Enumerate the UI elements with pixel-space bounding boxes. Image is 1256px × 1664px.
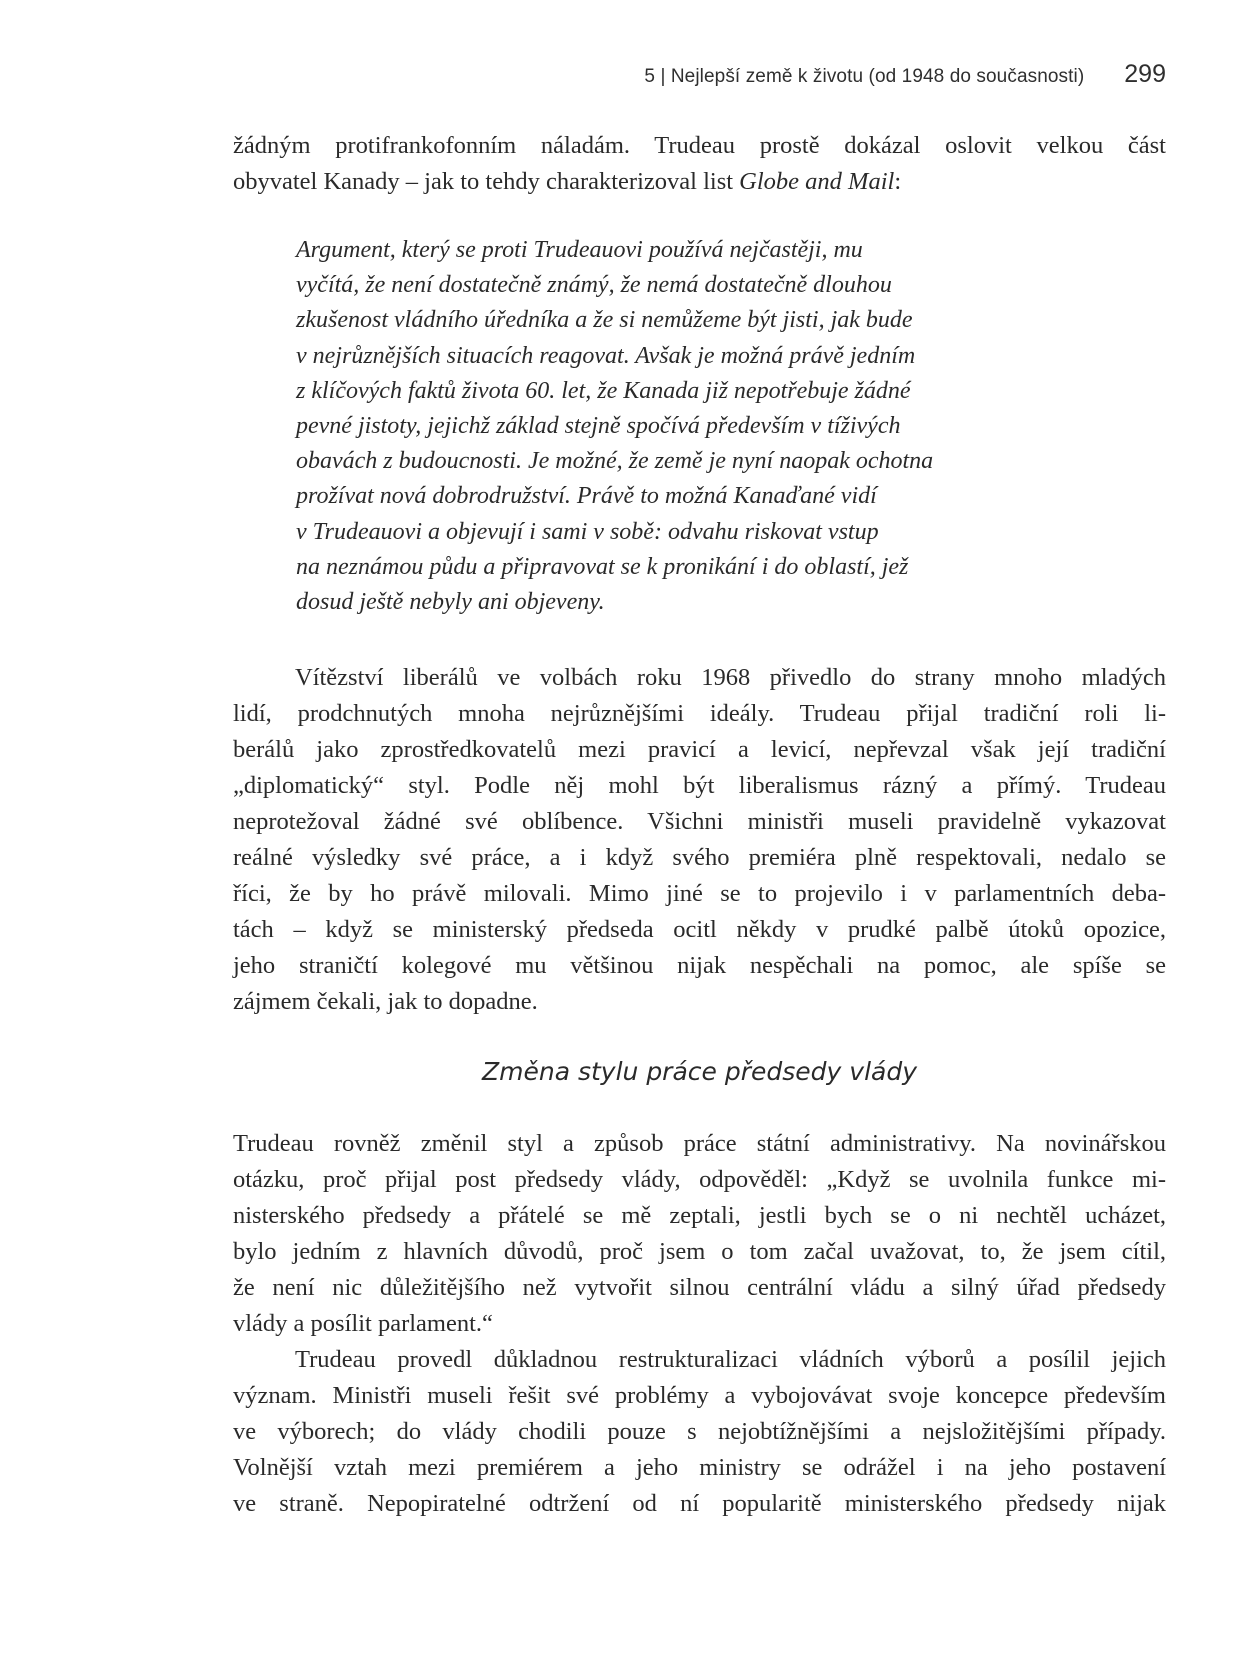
text-line: Volnější vztah mezi premiérem a jeho ministry se odrážel i na jeho postavení <box>233 1454 1166 1481</box>
quote-line: vyčítá, že není dostatečně známý, že nemá dostatečně dlouhou <box>296 272 892 299</box>
text-fragment: obyvatel Kanady – jak to tehdy charakterizoval list <box>233 168 740 195</box>
text-line: nisterského předsedy a přátelé se mě zeptali, jestli bych se o ni nechtěl ucházet, <box>233 1202 1166 1229</box>
section-heading: Změna stylu práce předsedy vlády <box>481 1057 917 1086</box>
text-line: tách – když se ministerský předseda ocitl někdy v prudké palbě útoků opozice, <box>233 916 1166 943</box>
quote-line: dosud ještě nebyly ani objeveny. <box>296 589 605 616</box>
text-line: Trudeau provedl důkladnou restrukturalizaci vládních výborů a posílil jejich <box>295 1346 1166 1373</box>
text-line: neprotežoval žádné své oblíbence. Všichni ministři museli pravidelně vykazovat <box>233 808 1166 835</box>
text-line <box>233 164 1166 200</box>
text-fragment: : <box>894 168 902 195</box>
source-title: Globe and Mail <box>739 168 895 195</box>
text-line: „diplomatický“ styl. Podle něj mohl být liberalismus rázný a přímý. Trudeau <box>233 772 1166 799</box>
text-line: berálů jako zprostředkovatelů mezi pravicí a levicí, nepřevzal však její tradiční <box>233 736 1166 763</box>
text-line: otázku, proč přijal post předsedy vlády, odpověděl: „Když se uvolnila funkce mi- <box>233 1166 1166 1193</box>
quote-line: prožívat nová dobrodružství. Právě to možná Kanaďané vidí <box>296 483 877 510</box>
quote-line: z klíčových faktů života 60. let, že Kanada již nepotřebuje žádné <box>296 377 911 404</box>
text-line: lidí, prodchnutých mnoha nejrůznějšími ideály. Trudeau přijal tradiční roli li- <box>233 700 1166 727</box>
running-header <box>644 60 1166 89</box>
text-line: bylo jedním z hlavních důvodů, proč jsem o tom začal uvažovat, to, že jsem cítil, <box>233 1238 1166 1265</box>
text-line: vlády a posílit parlament.“ <box>233 1310 493 1337</box>
quote-line: obavách z budoucnosti. Je možné, že země je nyní naopak ochotna <box>296 448 934 475</box>
quote-line: Argument, který se proti Trudeauovi používá nejčastěji, mu <box>296 237 863 263</box>
block-quote <box>296 233 1056 620</box>
text-line: Trudeau rovněž změnil styl a způsob práce státní administrativy. Na novinářskou <box>233 1130 1166 1157</box>
quote-line: v nejrůznějších situacích reagovat. Avšak je možná právě jedním <box>296 342 916 369</box>
paragraph-restructure <box>233 1342 1166 1522</box>
text-line: Vítězství liberálů ve volbách roku 1968 přivedlo do strany mnoho mladých <box>295 664 1166 691</box>
intro-paragraph <box>233 128 1166 200</box>
page-number: 299 <box>1124 60 1166 88</box>
paragraph-style <box>233 1126 1166 1342</box>
text-line: jeho straničtí kolegové mu většinou nijak nespěchali na pomoc, ale spíše se <box>233 952 1166 979</box>
text-line: říci, že by ho právě milovali. Mimo jiné se to projevilo i v parlamentních deba- <box>233 880 1166 907</box>
text-line: že není nic důležitějšího než vytvořit silnou centrální vládu a silný úřad předsedy <box>233 1274 1166 1301</box>
text-line: význam. Ministři museli řešit své problémy a vybojovávat svoje koncepce především <box>233 1382 1166 1409</box>
quote-line: na neznámou půdu a připravovat se k pronikání i do oblastí, jež <box>296 553 909 580</box>
quote-line: zkušenost vládního úředníka a že si nemůžeme být jisti, jak bude <box>296 307 913 334</box>
quote-line: pevné jistoty, jejichž základ stejně spočívá především v tíživých <box>296 413 901 440</box>
quote-line: v Trudeauovi a objevují i sami v sobě: odvahu riskovat vstup <box>296 518 879 545</box>
text-line: zájmem čekali, jak to dopadne. <box>233 988 538 1015</box>
text-line: ve výborech; do vlády chodili pouze s nejobtížnějšími a nejsložitějšími případy. <box>233 1418 1166 1445</box>
chapter-title: 5 | Nejlepší země k životu (od 1948 do současnosti) <box>644 66 1085 87</box>
paragraph-victory <box>233 660 1166 1020</box>
text-line: ve straně. Nepopiratelné odtržení od ní popularitě ministerského předsedy nijak <box>233 1490 1166 1517</box>
text-line: reálné výsledky své práce, a i když svého premiéra plně respektovali, nedalo se <box>233 844 1166 871</box>
text-line: žádným protifrankofonním náladám. Trudeau prostě dokázal oslovit velkou část <box>233 132 1166 159</box>
